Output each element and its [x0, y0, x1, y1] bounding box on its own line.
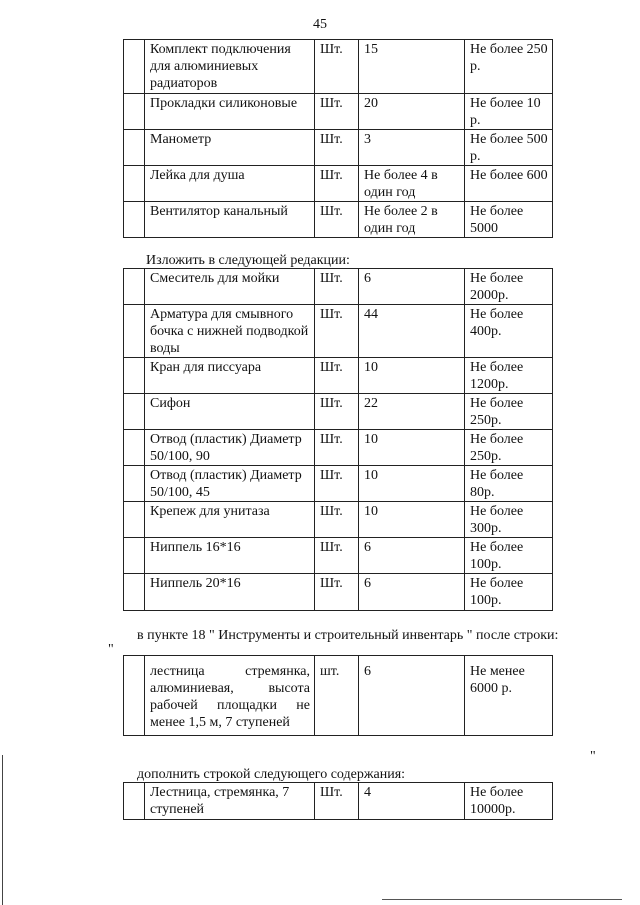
scan-margin-line: [2, 755, 3, 905]
item-unit-cell: Шт.: [315, 166, 359, 202]
item-name-cell: Комплект подключения для алюминиевых радиаторов: [145, 40, 315, 94]
table-row: [124, 430, 553, 466]
item-name-cell: Арматура для смывного бочка с нижней подводкой воды: [145, 305, 315, 358]
item-price-cell: Не более 80р.: [465, 466, 553, 502]
item-qty-cell: Не более 4 в один год: [359, 166, 465, 202]
item-price-cell: Не более 400р.: [465, 305, 553, 358]
row-marker-cell: [124, 656, 145, 736]
item-unit-cell: Шт.: [315, 269, 359, 305]
footer-rule: [382, 899, 622, 900]
item-name-cell: Отвод (пластик) Диаметр 50/100, 45: [145, 466, 315, 502]
item-qty-cell: 44: [359, 305, 465, 358]
item-price-cell: Не более 500 р.: [465, 130, 553, 166]
item-qty-cell: 20: [359, 94, 465, 130]
opening-quote-mark: ": [108, 642, 114, 657]
table-row: [124, 94, 553, 130]
table-row: [124, 783, 553, 820]
table-row: [124, 166, 553, 202]
row-marker-cell: [124, 574, 145, 611]
row-marker-cell: [124, 94, 145, 130]
item-name-cell: Лейка для душа: [145, 166, 315, 202]
item-unit-cell: Шт.: [315, 430, 359, 466]
section-heading: дополнить строкой следующего содержания:: [137, 767, 406, 782]
item-qty-cell: 10: [359, 430, 465, 466]
table-row: [124, 130, 553, 166]
instruction-paragraph: в пункте 18 " Инструменты и строительный инвентарь " после строки:: [137, 628, 559, 643]
row-marker-cell: [124, 502, 145, 538]
item-unit-cell: Шт.: [315, 394, 359, 430]
item-unit-cell: Шт.: [315, 40, 359, 94]
row-marker-cell: [124, 202, 145, 238]
table-row: [124, 466, 553, 502]
item-price-cell: Не менее 6000 р.: [465, 656, 553, 736]
table-existing-row: [123, 655, 553, 736]
table-row: [124, 305, 553, 358]
table-row: [124, 269, 553, 305]
row-marker-cell: [124, 305, 145, 358]
item-price-cell: Не более 600: [465, 166, 553, 202]
item-qty-cell: 6: [359, 269, 465, 305]
table-row: [124, 40, 553, 94]
row-marker-cell: [124, 40, 145, 94]
row-marker-cell: [124, 130, 145, 166]
item-qty-cell: Не более 2 в один год: [359, 202, 465, 238]
item-unit-cell: Шт.: [315, 130, 359, 166]
item-price-cell: Не более 250р.: [465, 394, 553, 430]
item-qty-cell: 10: [359, 466, 465, 502]
item-unit-cell: Шт.: [315, 783, 359, 820]
table-row: [124, 538, 553, 574]
item-name-cell: лестница стремянка, алюминиевая, высота рабочей площадки не менее 1,5 м, 7 ступеней: [145, 656, 315, 736]
row-marker-cell: [124, 783, 145, 820]
item-name-cell: Кран для писсуара: [145, 358, 315, 394]
table-row: [124, 394, 553, 430]
item-name-cell: Сифон: [145, 394, 315, 430]
item-name-cell: Отвод (пластик) Диаметр 50/100, 90: [145, 430, 315, 466]
table-row: [124, 202, 553, 238]
item-price-cell: Не более 1200р.: [465, 358, 553, 394]
section-heading: Изложить в следующей редакции:: [146, 253, 350, 268]
item-name-cell: Крепеж для унитаза: [145, 502, 315, 538]
item-unit-cell: шт.: [315, 656, 359, 736]
item-unit-cell: Шт.: [315, 574, 359, 611]
item-name-cell: Прокладки силиконовые: [145, 94, 315, 130]
item-name-cell: Ниппель 20*16: [145, 574, 315, 611]
page-number: 45: [313, 17, 327, 32]
item-price-cell: Не более 250 р.: [465, 40, 553, 94]
row-marker-cell: [124, 269, 145, 305]
item-name-cell: Вентилятор канальный: [145, 202, 315, 238]
item-unit-cell: Шт.: [315, 305, 359, 358]
item-qty-cell: 10: [359, 358, 465, 394]
item-unit-cell: Шт.: [315, 202, 359, 238]
item-price-cell: Не более 10 р.: [465, 94, 553, 130]
item-name-cell: Смеситель для мойки: [145, 269, 315, 305]
item-qty-cell: 6: [359, 656, 465, 736]
item-unit-cell: Шт.: [315, 538, 359, 574]
item-qty-cell: 6: [359, 574, 465, 611]
row-marker-cell: [124, 166, 145, 202]
item-qty-cell: 4: [359, 783, 465, 820]
item-unit-cell: Шт.: [315, 358, 359, 394]
table-items-before: [123, 39, 553, 238]
item-qty-cell: 3: [359, 130, 465, 166]
table-row: [124, 574, 553, 611]
item-name-cell: Ниппель 16*16: [145, 538, 315, 574]
item-price-cell: Не более 2000р.: [465, 269, 553, 305]
row-marker-cell: [124, 430, 145, 466]
table-row: [124, 358, 553, 394]
row-marker-cell: [124, 466, 145, 502]
item-price-cell: Не более 10000р.: [465, 783, 553, 820]
item-qty-cell: 15: [359, 40, 465, 94]
table-row: [124, 656, 553, 736]
item-qty-cell: 6: [359, 538, 465, 574]
item-qty-cell: 22: [359, 394, 465, 430]
item-qty-cell: 10: [359, 502, 465, 538]
row-marker-cell: [124, 358, 145, 394]
row-marker-cell: [124, 394, 145, 430]
table-items-new-edition: [123, 268, 553, 611]
item-unit-cell: Шт.: [315, 94, 359, 130]
closing-quote-mark: ": [590, 749, 596, 764]
item-price-cell: Не более 300р.: [465, 502, 553, 538]
item-price-cell: Не более 100р.: [465, 574, 553, 611]
row-marker-cell: [124, 538, 145, 574]
item-price-cell: Не более 5000: [465, 202, 553, 238]
item-price-cell: Не более 100р.: [465, 538, 553, 574]
item-name-cell: Лестница, стремянка, 7 ступеней: [145, 783, 315, 820]
table-added-row: [123, 782, 553, 820]
item-unit-cell: Шт.: [315, 502, 359, 538]
item-unit-cell: Шт.: [315, 466, 359, 502]
item-price-cell: Не более 250р.: [465, 430, 553, 466]
item-name-cell: Манометр: [145, 130, 315, 166]
table-row: [124, 502, 553, 538]
